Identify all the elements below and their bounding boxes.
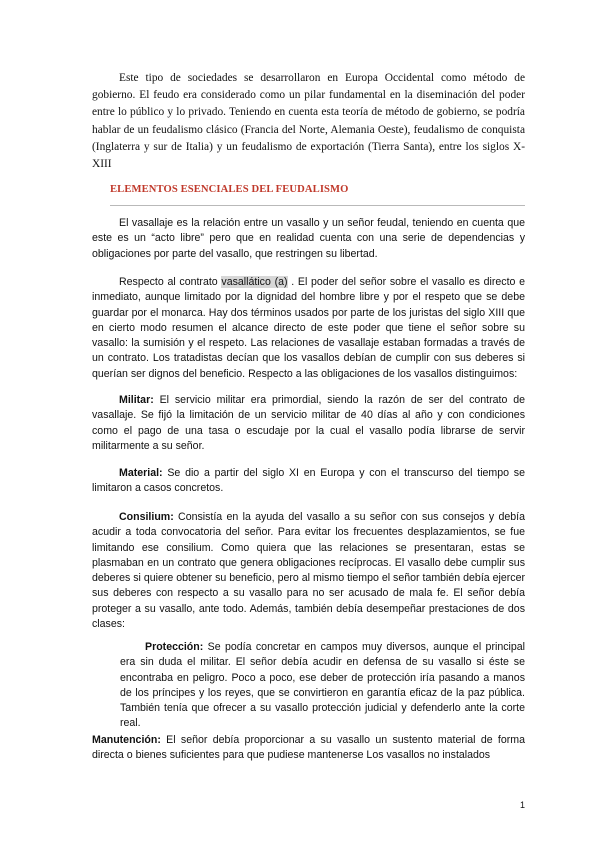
highlighted-term: vasallático (a)	[221, 276, 288, 288]
manutencion-text: El señor debía proporcionar a su vasallo un sustento material de forma directa o bienes suficientes para que pudiese mantenerse Los vasallos no instalados	[92, 734, 525, 762]
contrato-paragraph	[92, 275, 525, 382]
manutencion-paragraph	[92, 733, 525, 764]
proteccion-text: Se podía concretar en campos muy diversos, aunque el principal era sin duda el militar. El señor debía acudir en defensa de su vasallo si éste se encontraba en peligro. Poco a poco, ese deber de protección iría pasando a manos de los príncipes y los reyes, que se convirtieron en garantía eficaz de la paz pública. También tenía que ofrecer a su vasallo protección judicial y defenderlo ante la corte real.	[120, 641, 525, 730]
material-paragraph	[92, 466, 525, 497]
consilium-paragraph	[92, 510, 525, 632]
heading-divider	[110, 205, 525, 206]
material-text: Se dio a partir del siglo XI en Europa y con el transcurso del tiempo se limitaron a casos concretos.	[92, 467, 525, 495]
proteccion-paragraph	[120, 640, 525, 732]
contrato-text-after: . El poder del señor sobre el vasallo es directo e inmediato, aunque limitado por la dignidad del hombre libre y por el respeto que se debe guardar por el monarca. Hay dos términos usados por parte de los juristas del siglo XIII que en cierto modo resumen el alcance directo de este poder que tiene el señor sobre su vasallo: la sumisión y el respeto. Las relaciones de vasallaje estaban formadas a través de un contrato. Los tratadistas decían que los vasallos debían de cumplir con sus deberes si querían ser dignos del beneficio. Respecto a las obligaciones de los vasallos distinguimos:	[92, 276, 525, 380]
militar-text: El servicio militar era primordial, siendo la razón de ser del contrato de vasallaje. Se fijó la limitación de un servicio militar de 40 días al año y con condiciones como el pago de una tasa o escudaje por la cual el vasallo podía librarse de servir militarmente a su señor.	[92, 394, 525, 452]
page-number: 1	[520, 800, 526, 810]
intro-paragraph: Este tipo de sociedades se desarrollaron en Europa Occidental como método de gobierno. El feudo era considerado como un pilar fundamental en la diseminación del poder entre lo público y lo privado. Teniendo en cuenta esta teoría de método de gobierno, se podría hablar de un feudalismo clásico (Francia del Norte, Alemania Oeste), feudalismo de conquista (Inglaterra y sur de Italia) y un feudalismo de exportación (Tierra Santa), entre los siglos X-XIII	[92, 72, 525, 171]
vasallaje-paragraph: El vasallaje es la relación entre un vasallo y un señor feudal, teniendo en cuenta que este es un “acto libre” pero que en realidad cuenta con una serie de dependencias y obligaciones por parte del vasallo, que restringen su libertad.	[92, 217, 525, 260]
militar-paragraph	[92, 393, 525, 454]
consilium-text: Consistía en la ayuda del vasallo a su señor con sus consejos y debía acudir a toda convocatoria del señor. Para evitar los frecuentes desplazamientos, se fue limitando ese consilium. Como quiera que las relaciones se presentaran, estas se plasmaban en un contrato que genera obligaciones recíprocas. El vasallo debe cumplir sus deberes si quiere obtener su beneficio, pero al mismo tiempo el señor también debía ejercer sus deberes con respecto a su vasallo para no ser acusado de mala fe. El señor debía proteger a su vasallo, ante todo. Además, también debía desempeñar prestaciones de dos clases:	[92, 511, 525, 631]
manutencion-term: Manutención:	[92, 734, 161, 746]
contrato-text-before: Respecto al contrato	[119, 276, 222, 288]
militar-term: Militar:	[119, 394, 154, 406]
section-heading: ELEMENTOS ESENCIALES DEL FEUDALISMO	[110, 184, 349, 195]
proteccion-term: Protección:	[145, 641, 204, 653]
consilium-term: Consilium:	[119, 511, 174, 523]
material-term: Material:	[119, 467, 163, 479]
